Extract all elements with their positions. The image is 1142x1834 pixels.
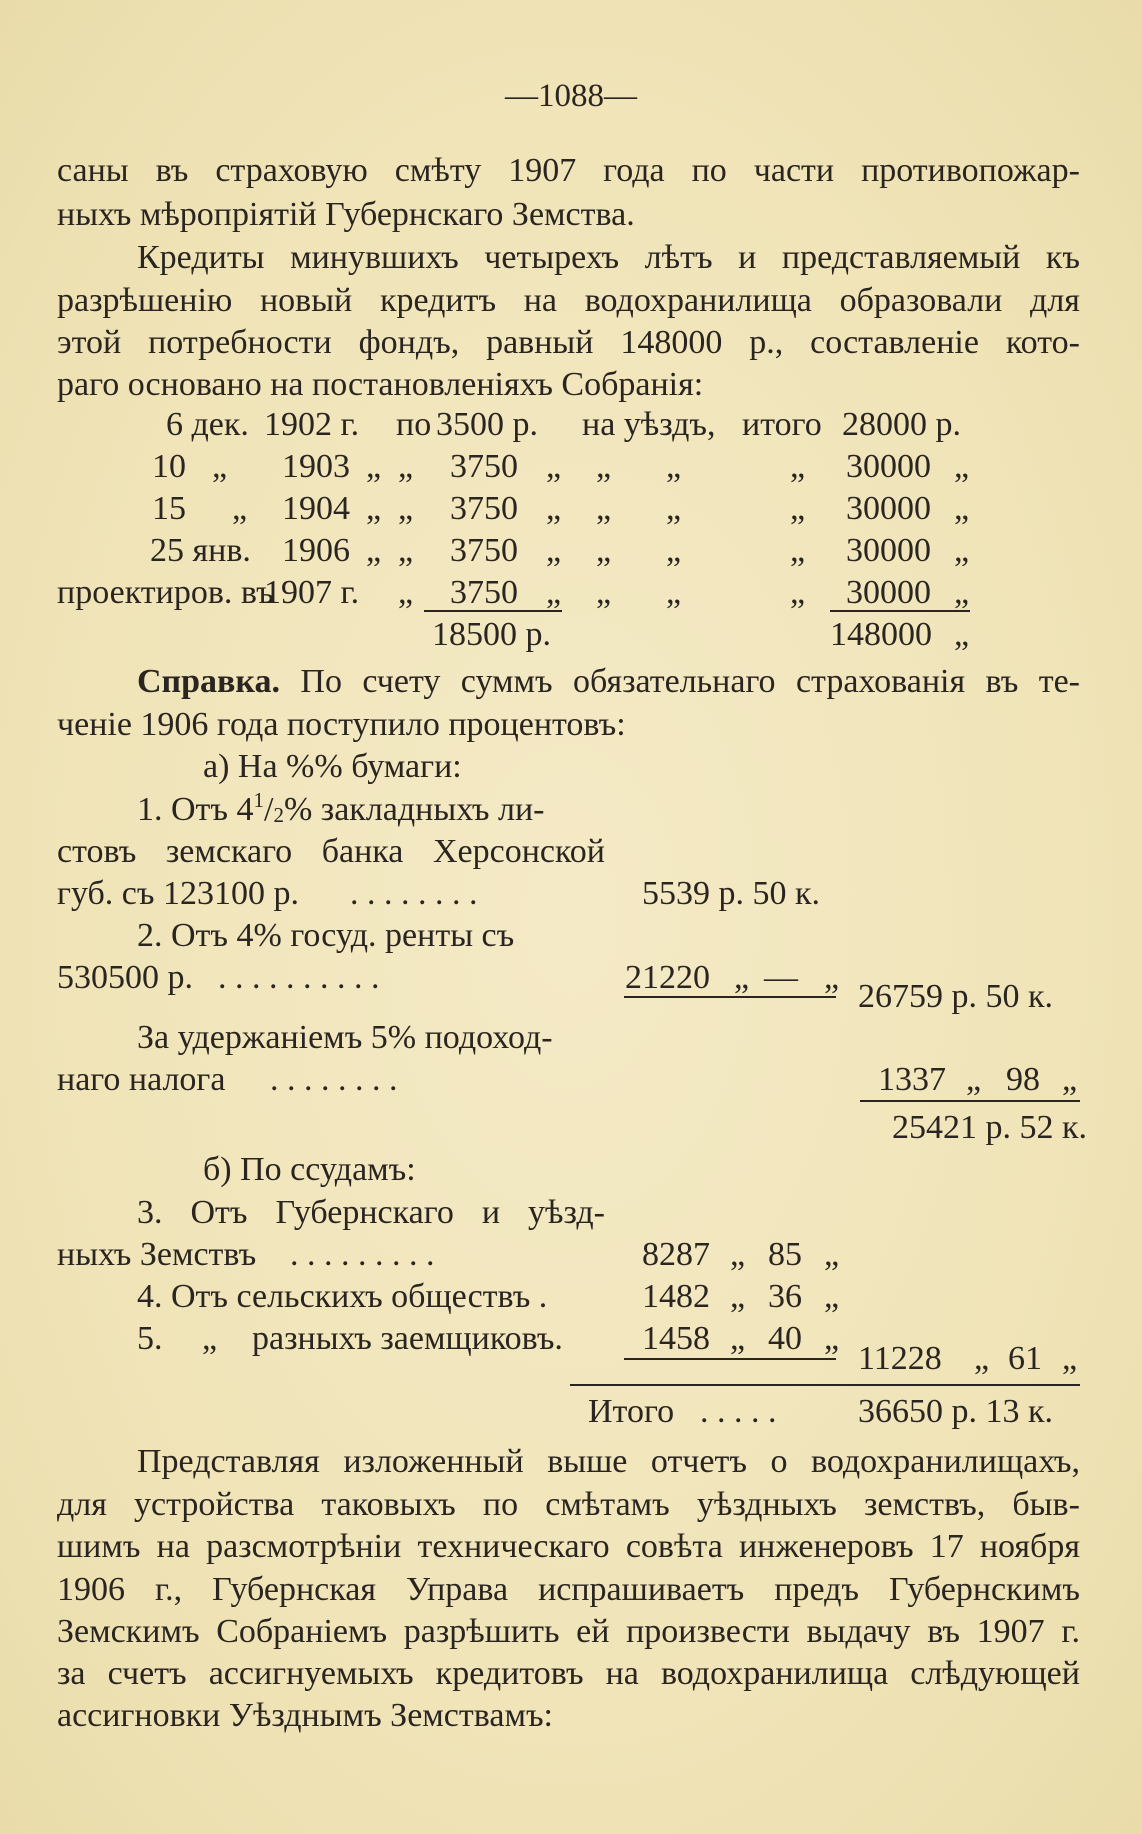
- ditto-mark: „: [954, 448, 970, 485]
- item3-amount: 8287: [642, 1236, 710, 1273]
- ditto-mark: „: [398, 532, 414, 569]
- ditto-mark: „: [546, 448, 562, 485]
- spravka-line-2: ченіе 1906 года поступило процентовъ:: [57, 706, 626, 743]
- ditto-mark: „: [546, 532, 562, 569]
- final-line-4: 1906 г., Губернская Управа испрашиваетъ предъ Губернскимъ: [57, 1571, 1080, 1608]
- ditto-mark: „: [824, 959, 840, 996]
- ditto-mark: „: [790, 574, 806, 611]
- item4-label: 4. Отъ сельскихъ обществъ .: [137, 1278, 548, 1315]
- leader-dots: . . . . . . . . . .: [218, 959, 380, 996]
- ditto-mark: „: [790, 448, 806, 485]
- ditto-mark: „: [1062, 1061, 1078, 1098]
- fund-row-date: 10: [152, 448, 186, 485]
- ditto-mark: „: [666, 448, 682, 485]
- final-line-1: Представляя изложенный выше отчетъ о водохранилищахъ,: [137, 1443, 1080, 1480]
- fund-row-amount: 3750: [450, 490, 518, 527]
- sum-rule: [424, 610, 562, 612]
- ditto-mark: „: [212, 448, 228, 485]
- item-b-subtotal-kop: 61: [1008, 1340, 1042, 1377]
- ditto-mark: „: [730, 1278, 746, 1315]
- ditto-mark: „: [824, 1278, 840, 1315]
- fund-row-total: 30000: [846, 574, 931, 611]
- ditto-mark: „: [954, 574, 970, 611]
- item2-line-2: 530500 р.: [57, 959, 193, 996]
- fund-row-total: 30000: [846, 490, 931, 527]
- leader-dots: . . . . . . . .: [350, 875, 478, 912]
- ditto-mark: „: [546, 574, 562, 611]
- ditto-mark: „: [366, 532, 382, 569]
- item4-amount: 1482: [642, 1278, 710, 1315]
- ditto-mark: „: [954, 532, 970, 569]
- final-line-7: ассигновки Уѣзднымъ Земствамъ:: [57, 1697, 553, 1734]
- item-a-subtotal: 26759 р. 50 к.: [858, 978, 1054, 1015]
- item-b-subtotal: 11228: [858, 1340, 942, 1377]
- item5-num: 5.: [137, 1320, 163, 1357]
- ditto-mark: „: [974, 1340, 990, 1377]
- fund-row-year: 1906: [282, 532, 350, 569]
- item5-amount: 1458: [642, 1320, 710, 1357]
- sum-rule: [830, 610, 970, 612]
- fund-row-na: на уѣздъ,: [582, 406, 716, 443]
- page-number: —1088—: [505, 78, 637, 114]
- fund-row-amount: 3500 р.: [436, 406, 538, 443]
- item3-kop: 85: [768, 1236, 802, 1273]
- ditto-mark: „: [954, 616, 970, 653]
- ditto-mark: „: [366, 490, 382, 527]
- item3-line-1: 3. Отъ Губернскаго и уѣзд-: [137, 1194, 605, 1231]
- ditto-mark: „: [202, 1320, 218, 1357]
- fund-row-year: 1907 г.: [264, 574, 360, 611]
- tax-amount: 1337: [878, 1061, 946, 1098]
- spravka-line-1: Справка. По счету суммъ обязательнаго страхованія въ те-: [137, 661, 1080, 703]
- fund-row-total: 30000: [846, 448, 931, 485]
- ditto-mark: „: [666, 490, 682, 527]
- section-a-heading: а) На %% бумаги:: [203, 748, 462, 785]
- item2-line-1: 2. Отъ 4% госуд. ренты съ: [137, 917, 515, 954]
- ditto-mark: „: [790, 490, 806, 527]
- final-line-5: Земскимъ Собраніемъ разрѣшить ей произвести выдачу въ 1907 г.: [57, 1613, 1080, 1650]
- final-line-2: для устройства таковыхъ по смѣтамъ уѣздныхъ земствъ, быв-: [57, 1486, 1080, 1523]
- fund-row-total: 28000 р.: [842, 406, 961, 443]
- fund-row-date: 15: [152, 490, 186, 527]
- fund-row-date: проектиров. въ: [57, 574, 274, 611]
- ditto-mark: „: [398, 490, 414, 527]
- para2-line-4: раго основано на постановленіяхъ Собранія:: [57, 366, 704, 403]
- tax-line-2: наго налога: [57, 1061, 226, 1098]
- tax-kop: 98: [1006, 1061, 1040, 1098]
- ditto-mark: „: [1062, 1340, 1078, 1377]
- ditto-mark: „: [824, 1236, 840, 1273]
- final-line-6: за счетъ ассигнуемыхъ кредитовъ на водохранилища слѣдующей: [57, 1655, 1080, 1692]
- ditto-mark: „: [790, 532, 806, 569]
- para2-line-1: Кредиты минувшихъ четырехъ лѣтъ и представляемый къ: [137, 239, 1080, 276]
- para2-line-3: этой потребности фондъ, равный 148000 р., составленіе кото-: [57, 324, 1080, 361]
- fund-row-itogo: итого: [742, 406, 822, 443]
- ditto-mark: „: [398, 574, 414, 611]
- dash-mark: —: [764, 959, 798, 996]
- total-value: 36650 р. 13 к.: [858, 1393, 1054, 1430]
- item2-amount: 21220: [625, 959, 710, 996]
- leader-dots: . . . . . . . . .: [290, 1236, 435, 1273]
- fund-row-by: по: [396, 406, 432, 443]
- ditto-mark: „: [546, 490, 562, 527]
- fund-row-amount: 3750: [450, 574, 518, 611]
- fund-row-year: 1903: [282, 448, 350, 485]
- net-after-tax: 25421 р. 52 к.: [892, 1109, 1088, 1146]
- ditto-mark: „: [398, 448, 414, 485]
- para2-line-2: разрѣшенію новый кредитъ на водохранилища образовали для: [57, 282, 1080, 319]
- item1-amount: 5539 р. 50 к.: [642, 875, 821, 912]
- ditto-mark: „: [734, 959, 750, 996]
- fund-row-total: 30000: [846, 532, 931, 569]
- sum-rule: [624, 1358, 836, 1360]
- fund-row-amount: 3750: [450, 532, 518, 569]
- spravka-label: Справка.: [137, 663, 280, 700]
- ditto-mark: „: [596, 448, 612, 485]
- leader-dots: . . . . . . . .: [270, 1061, 398, 1098]
- ditto-mark: „: [596, 532, 612, 569]
- ditto-mark: „: [596, 490, 612, 527]
- item1-line-3: губ. съ 123100 р.: [57, 875, 299, 912]
- total-label: Итого: [588, 1393, 675, 1430]
- ditto-mark: „: [666, 532, 682, 569]
- ditto-mark: „: [824, 1320, 840, 1357]
- fund-row-year: 1902 г.: [264, 406, 360, 443]
- sum-rule: [624, 996, 836, 998]
- item5-kop: 40: [768, 1320, 802, 1357]
- item1-line-2: стовъ земскаго банка Херсонской: [57, 833, 605, 870]
- ditto-mark: „: [596, 574, 612, 611]
- section-b-heading: б) По ссудамъ:: [203, 1151, 416, 1188]
- final-line-3: шимъ на разсмотрѣніи техническаго совѣта инженеровъ 17 ноября: [57, 1528, 1080, 1565]
- ditto-mark: „: [730, 1236, 746, 1273]
- ditto-mark: „: [232, 490, 248, 527]
- fund-row-date: 25 янв.: [150, 532, 251, 569]
- fund-row-year: 1904: [282, 490, 350, 527]
- intro-line-1: саны въ страховую смѣту 1907 года по части противопожар-: [57, 152, 1080, 189]
- sum-rule: [860, 1100, 1080, 1102]
- ditto-mark: „: [954, 490, 970, 527]
- ditto-mark: „: [366, 448, 382, 485]
- sum-rule: [570, 1384, 1080, 1386]
- ditto-mark: „: [730, 1320, 746, 1357]
- fund-row-date: 6 дек.: [166, 406, 249, 443]
- intro-line-2: ныхъ мѣропріятій Губернскаго Земства.: [57, 196, 635, 233]
- item1-line-1: 1. Отъ $4^1/_2\%$ закладныхъ ли-: [137, 788, 545, 828]
- ditto-mark: „: [966, 1061, 982, 1098]
- leader-dots: . . . . .: [700, 1393, 777, 1430]
- tax-line-1: За удержаніемъ 5% подоход-: [137, 1019, 553, 1056]
- fund-sum-total: 148000: [830, 616, 932, 653]
- fund-row-amount: 3750: [450, 448, 518, 485]
- fund-sum-amount: 18500 р.: [432, 616, 551, 653]
- item3-line-2: ныхъ Земствъ: [57, 1236, 257, 1273]
- item4-kop: 36: [768, 1278, 802, 1315]
- ditto-mark: „: [666, 574, 682, 611]
- item5-label: разныхъ заемщиковъ.: [252, 1320, 563, 1357]
